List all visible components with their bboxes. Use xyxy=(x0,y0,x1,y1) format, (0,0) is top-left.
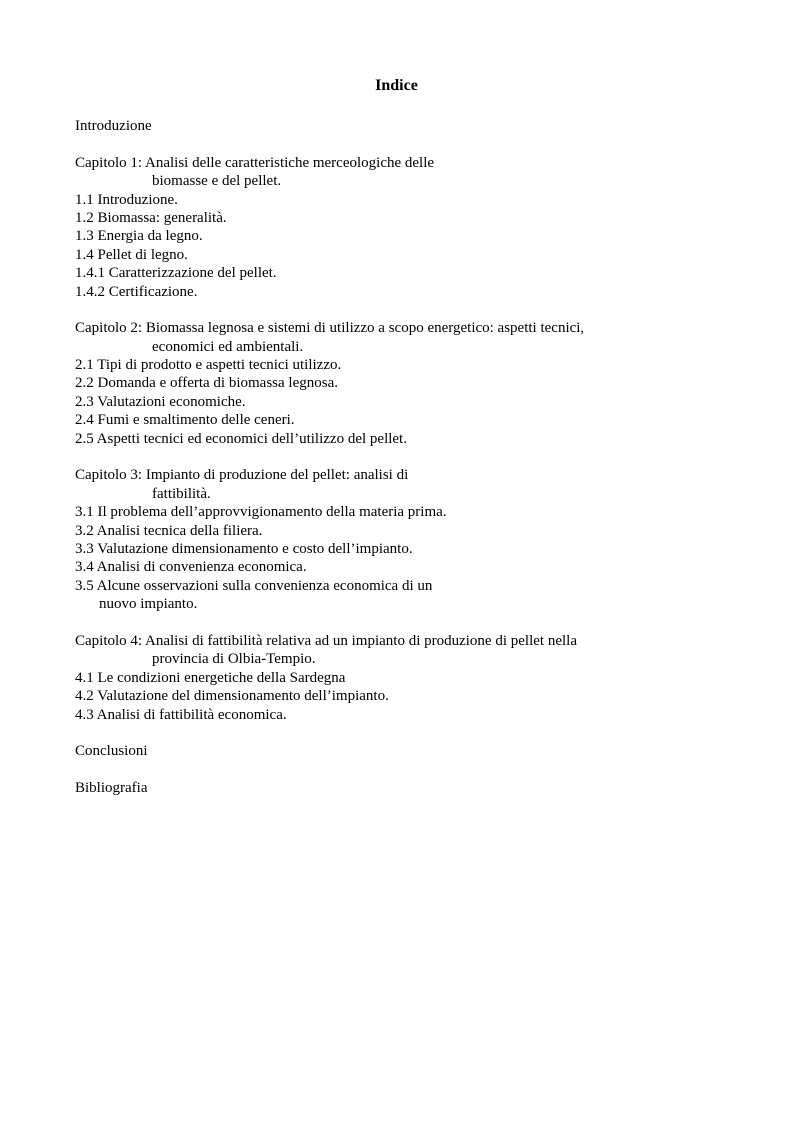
chapter-3-heading: Capitolo 3: Impianto di produzione del pellet: analisi di xyxy=(75,467,409,484)
page-title: Indice xyxy=(375,77,418,94)
chapter-2-heading: Capitolo 2: Biomassa legnosa e sistemi di utilizzo a scopo energetico: aspetti tecnici, xyxy=(75,320,585,337)
toc-item: 4.2 Valutazione del dimensionamento dell’impianto. xyxy=(75,688,389,705)
table-of-contents xyxy=(75,117,715,797)
chapter-4-heading: Capitolo 4: Analisi di fattibilità relativa ad un impianto di produzione di pellet nella xyxy=(75,632,577,649)
spacer xyxy=(75,724,715,742)
toc-item: 1.4.2 Certificazione. xyxy=(75,283,198,300)
chapter-1-heading: Capitolo 1: Analisi delle caratteristiche merceologiche delle xyxy=(75,154,435,171)
toc-item: 1.4.1 Caratterizzazione del pellet. xyxy=(75,265,277,282)
spacer xyxy=(75,448,715,466)
toc-entry-introduction: Introduzione xyxy=(75,118,152,134)
chapter-3-heading-continuation: fattibilità. xyxy=(152,485,211,502)
toc-item: 1.4 Pellet di legno. xyxy=(75,246,188,263)
toc-item: 3.2 Analisi tecnica della filiera. xyxy=(75,522,263,539)
toc-item: 4.1 Le condizioni energetiche della Sardegna xyxy=(75,669,346,686)
chapter-1-heading-continuation: biomasse e del pellet. xyxy=(152,173,282,190)
toc-item: 3.3 Valutazione dimensionamento e costo dell’impianto. xyxy=(75,540,413,557)
toc-item: 1.3 Energia da legno. xyxy=(75,228,203,245)
toc-item: 1.2 Biomassa: generalità. xyxy=(75,209,227,226)
chapter-4-heading-continuation: provincia di Olbia-Tempio. xyxy=(152,651,316,668)
spacer xyxy=(75,301,715,319)
toc-item: 2.4 Fumi e smaltimento delle ceneri. xyxy=(75,412,295,429)
toc-item: 1.1 Introduzione. xyxy=(75,191,178,208)
spacer xyxy=(75,761,715,779)
toc-item: 4.3 Analisi di fattibilità economica. xyxy=(75,706,287,723)
toc-item: 2.3 Valutazioni economiche. xyxy=(75,393,246,410)
toc-item: 3.1 Il problema dell’approvvigionamento della materia prima. xyxy=(75,504,447,521)
spacer xyxy=(75,135,715,153)
toc-item: 3.4 Analisi di convenienza economica. xyxy=(75,559,307,576)
toc-item: 3.5 Alcune osservazioni sulla convenienza economica di un xyxy=(75,577,433,594)
toc-item: 2.1 Tipi di prodotto e aspetti tecnici utilizzo. xyxy=(75,357,342,374)
toc-item: 2.5 Aspetti tecnici ed economici dell’utilizzo del pellet. xyxy=(75,430,407,447)
toc-item: 2.2 Domanda e offerta di biomassa legnosa. xyxy=(75,375,338,392)
chapter-2-heading-continuation: economici ed ambientali. xyxy=(152,338,304,355)
toc-entry-bibliography: Bibliografia xyxy=(75,780,148,797)
toc-entry-conclusions: Conclusioni xyxy=(75,743,148,760)
toc-item-continuation: nuovo impianto. xyxy=(99,596,198,613)
spacer xyxy=(75,614,715,632)
